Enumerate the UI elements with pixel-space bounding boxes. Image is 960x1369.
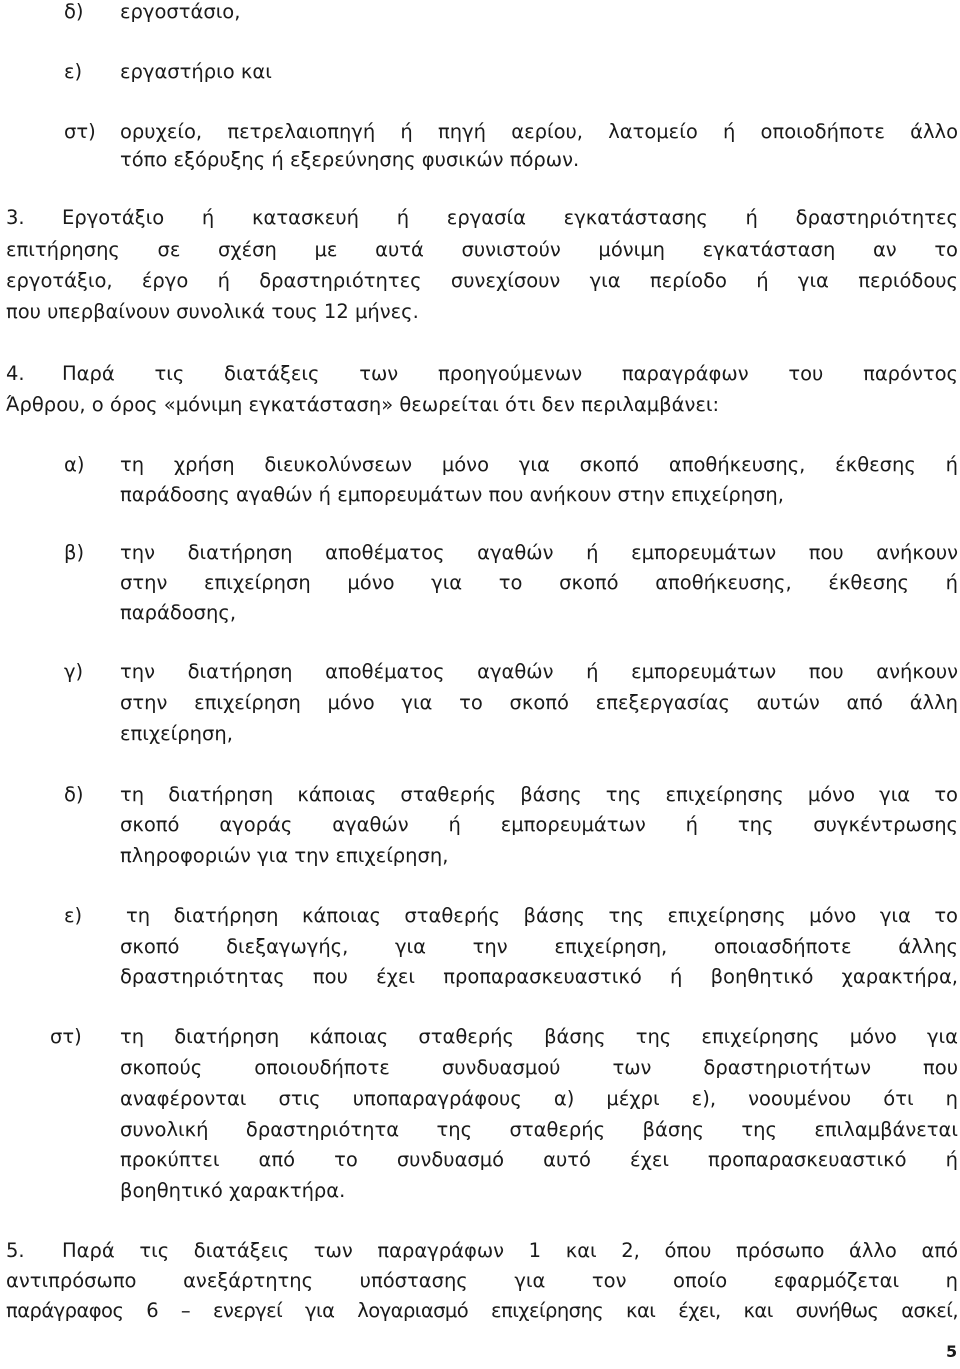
subitem-st-line: σκοπούς οποιουδήποτε συνδυασμού των δραστηριοτήτων που [120,1056,958,1079]
subitem-label-a: α) [64,453,85,476]
subitem-a-line: τη χρήση διευκολύνσεων μόνο για σκοπό αποθήκευσης, έκθεσης ή [120,453,958,476]
subitem-d-line: τη διατήρηση κάποιας σταθερής βάσης της επιχείρησης μόνο για το [120,783,958,806]
subitem-st-line: προκύπτει από το συνδυασμό αυτό έχει προπαρασκευαστικό ή [120,1148,958,1171]
subitem-e-line: σκοπό διεξαγωγής, για την επιχείρηση, οποιασδήποτε άλλης [120,935,958,958]
paragraph-5-line: αντιπρόσωπο ανεξάρτητης υπόστασης για τον οποίο εφαρμόζεται η [6,1269,958,1292]
item-label-st-top: στ) [64,120,96,143]
paragraph-3-line: Εργοτάξιο ή κατασκευή ή εργασία εγκατάστασης ή δραστηριότητες [62,206,958,229]
item-text-st-top-line: τόπο εξόρυξης ή εξερεύνησης φυσικών πόρων. [120,148,580,171]
subitem-c-line: επιχείρηση, [120,722,233,745]
subitem-c-line: την διατήρηση αποθέματος αγαθών ή εμπορευμάτων που ανήκουν [120,660,958,683]
paragraph-3-line: που υπερβαίνουν συνολικά τους 12 μήνες. [6,300,419,323]
item-text-e-top: εργαστήριο και [120,60,272,83]
paragraph-number-5: 5. [6,1239,25,1262]
subitem-a-line: παράδοσης αγαθών ή εμπορευμάτων που ανήκουν στην επιχείρηση, [120,483,784,506]
subitem-d-line: σκοπό αγοράς αγαθών ή εμπορευμάτων ή της συγκέντρωσης [120,813,958,836]
subitem-e-line: τη διατήρηση κάποιας σταθερής βάσης της επιχείρησης μόνο για το [126,904,958,927]
paragraph-4-line: Άρθρου, ο όρος «μόνιμη εγκατάσταση» θεωρείται ότι δεν περιλαμβάνει: [6,393,720,416]
paragraph-4-line: Παρά τις διατάξεις των προηγούμενων παραγράφων του παρόντος [62,362,958,385]
paragraph-5-line: παράγραφος 6 – ενεργεί για λογαριασμό επιχείρησης και έχει, και συνήθως ασκεί, [6,1299,958,1322]
item-label-d-top: δ) [64,0,84,23]
subitem-st-line: τη διατήρηση κάποιας σταθερής βάσης της επιχείρησης μόνο για [120,1025,958,1048]
subitem-b-line: την διατήρηση αποθέματος αγαθών ή εμπορευμάτων που ανήκουν [120,541,958,564]
subitem-label-d: δ) [64,783,84,806]
paragraph-3-line: εργοτάξιο, έργο ή δραστηριότητες συνεχίσουν για περίοδο ή για περιόδους [6,269,958,292]
subitem-label-st: στ) [50,1025,82,1048]
subitem-d-line: πληροφοριών για την επιχείρηση, [120,844,449,867]
subitem-label-c: γ) [64,660,84,683]
item-text-d-top: εργοστάσιο, [120,0,241,23]
item-label-e-top: ε) [64,60,83,83]
subitem-st-line: συνολική δραστηριότητα της σταθερής βάσης της επιλαμβάνεται [120,1118,958,1141]
subitem-label-b: β) [64,541,85,564]
page-number: 5 [946,1342,958,1361]
subitem-b-line: στην επιχείρηση μόνο για το σκοπό αποθήκευσης, έκθεσης ή [120,571,958,594]
subitem-c-line: στην επιχείρηση μόνο για το σκοπό επεξεργασίας αυτών από άλλη [120,691,958,714]
subitem-st-line: αναφέρονται στις υποπαραγράφους α) μέχρι ε), νοουμένου ότι η [120,1087,958,1110]
subitem-label-e: ε) [64,904,83,927]
subitem-b-line: παράδοσης, [120,601,237,624]
paragraph-3-line: επιτήρησης σε σχέση με αυτά συνιστούν μόνιμη εγκατάσταση αν το [6,238,958,261]
paragraph-number-3: 3. [6,206,25,229]
paragraph-number-4: 4. [6,362,25,385]
item-text-st-top-line: ορυχείο, πετρελαιοπηγή ή πηγή αερίου, λατομείο ή οποιοδήποτε άλλο [120,120,958,143]
subitem-e-line: δραστηριότητας που έχει προπαρασκευαστικό ή βοηθητικό χαρακτήρα, [120,965,958,988]
subitem-st-line: βοηθητικό χαρακτήρα. [120,1179,346,1202]
paragraph-5-line: Παρά τις διατάξεις των παραγράφων 1 και 2, όπου πρόσωπο άλλο από [62,1239,958,1262]
